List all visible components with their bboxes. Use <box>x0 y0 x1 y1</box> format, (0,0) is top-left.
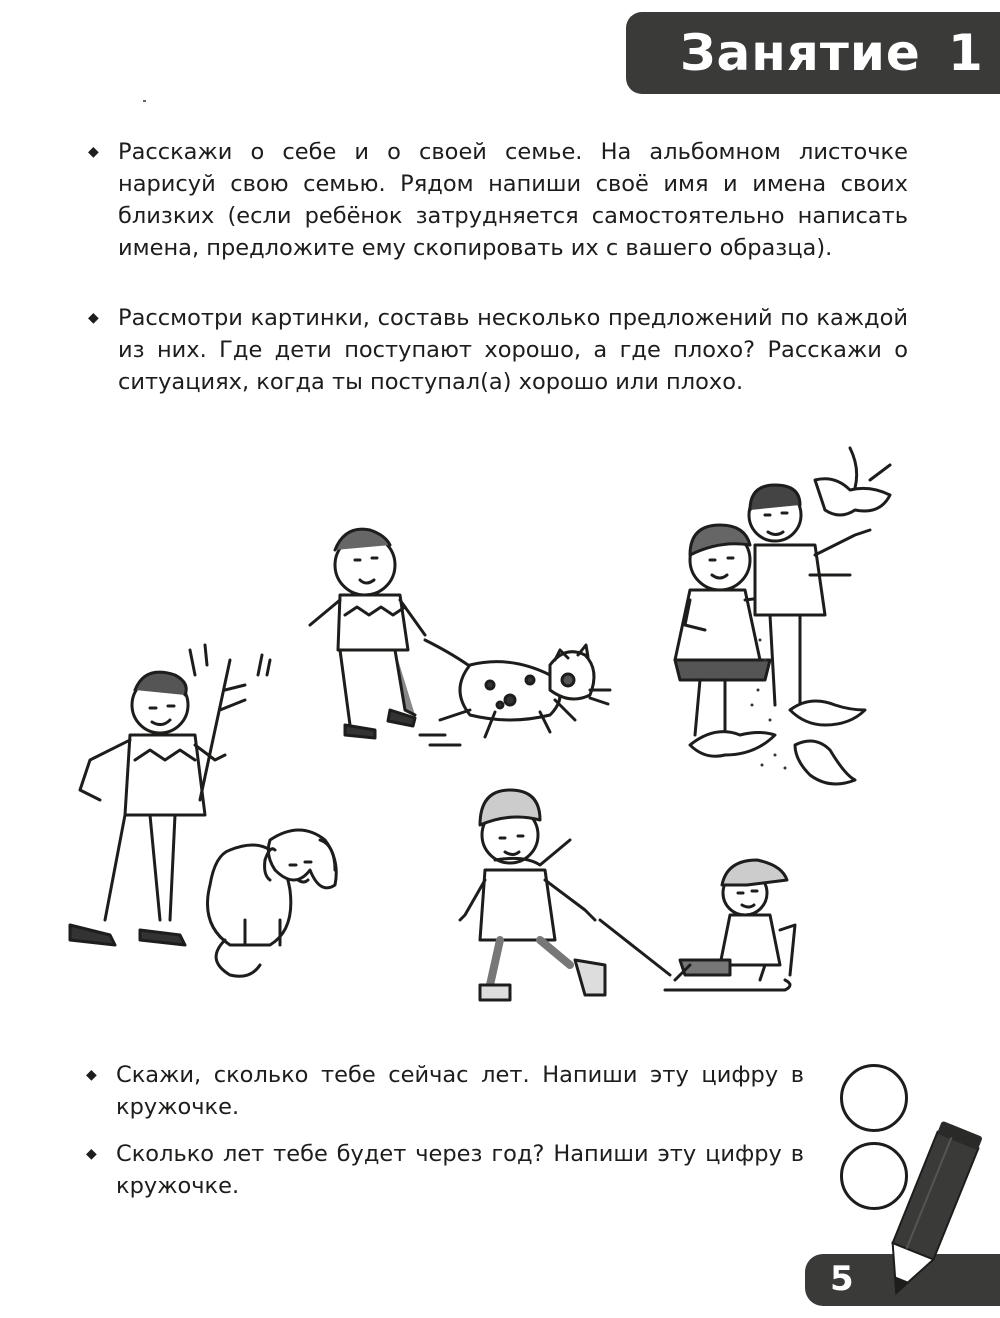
bullet-diamond-icon: ◆ <box>88 144 99 160</box>
page-number: 5 <box>830 1259 854 1299</box>
bullet-diamond-icon: ◆ <box>86 1067 97 1083</box>
task-text: Рассмотри картинки, составь несколько предложений по каждой из них. Где дети поступают хорошо, а где плохо? Расскажи о ситуациях, когда ты поступал(а) хорошо или плохо. <box>118 305 908 395</box>
bullet-diamond-icon: ◆ <box>86 1146 97 1162</box>
task-text: Сколько лет тебе будет через год? Напиши эту цифру в кружочке. <box>116 1141 804 1199</box>
lesson-number: 1 <box>948 24 983 82</box>
lesson-title: Занятие <box>680 24 921 82</box>
task-text: Расскажи о себе и о своей семье. На альбомном листочке нарисуй свою семью. Рядом напиши своё имя и имена своих близких (если ребёнок затрудняется самостоятельно написать имена, предложите ему скопировать их с вашего образца). <box>118 139 908 261</box>
task-text: Скажи, сколько тебе сейчас лет. Напиши эту цифру в кружочке. <box>116 1062 804 1120</box>
bullet-diamond-icon: ◆ <box>88 310 99 326</box>
